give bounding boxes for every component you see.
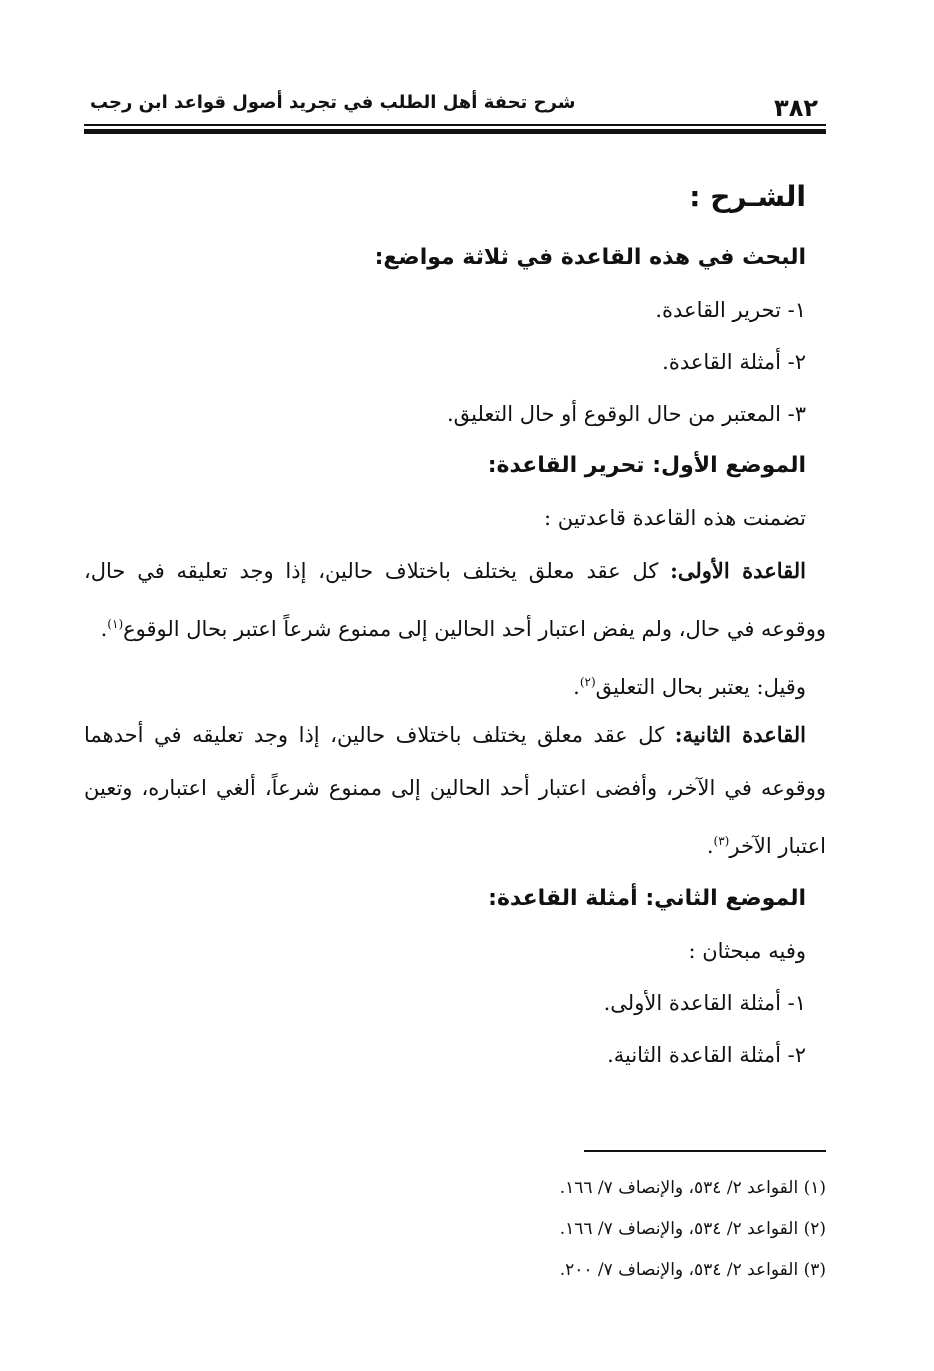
rule-two-label: القاعدة الثانية:: [674, 722, 806, 747]
rule-two-paragraph: [84, 708, 826, 873]
alt-opinion-text: وقيل: يعتبر بحال التعليق: [595, 675, 806, 699]
footnote-separator: [584, 1150, 826, 1152]
intro-heading: البحث في هذه القاعدة في ثلاثة مواضع:: [374, 245, 806, 270]
alt-opinion: [84, 656, 826, 708]
alt-opinion-end: .: [573, 675, 580, 699]
main-text: [84, 170, 826, 1081]
topic-item: ١- تحرير القاعدة.: [655, 298, 806, 322]
second-position-heading: الموضع الثاني: أمثلة القاعدة:: [488, 886, 806, 911]
rule-one-text: كل عقد معلق يختلف باختلاف حالين، إذا وجد تعليقه في حال، ووقوعه في حال، ولم يفض اعتبار أحد الحالين إلى ممنوع شرعاً اعتبر بحال الوقوع: [84, 559, 826, 641]
running-title: شرح تحفة أهل الطلب في تجريد أصول قواعد ابن رجب: [90, 92, 576, 113]
first-position-intro: تضمنت هذه القاعدة قاعدتين :: [544, 506, 806, 530]
footnotes: [84, 1168, 826, 1291]
footnote: (٢) القواعد ٢/ ٥٣٤، والإنصاف ٧/ ١٦٦.: [559, 1219, 826, 1239]
topic-item: ٣- المعتبر من حال الوقوع أو حال التعليق.: [446, 402, 806, 426]
header-rule-thin: [84, 124, 826, 126]
footnote-marker: (١): [107, 617, 124, 631]
footnote-marker: (٢): [579, 675, 596, 689]
rule-one-label: القاعدة الأولى:: [670, 558, 806, 583]
example-item: ٢- أمثلة القاعدة الثانية.: [607, 1043, 806, 1067]
footnote-marker: (٣): [713, 834, 730, 848]
rule-two-text: كل عقد معلق يختلف باختلاف حالين، إذا وجد تعليقه في أحدهما ووقوعه في الآخر، وأفضى اعتبار أحد الحالين إلى ممنوع شرعاً، ألغي اعتباره، وتعين اعتبار الآخر: [84, 723, 826, 858]
topic-item: ٢- أمثلة القاعدة.: [662, 350, 806, 374]
rule-two-end: .: [706, 834, 714, 858]
rule-one-paragraph: [84, 544, 826, 656]
footnote: (٣) القواعد ٢/ ٥٣٤، والإنصاف ٧/ ٢٠٠.: [559, 1260, 826, 1280]
footnote: (١) القواعد ٢/ ٥٣٤، والإنصاف ٧/ ١٦٦.: [559, 1178, 826, 1198]
rule-one-end: .: [100, 617, 108, 641]
second-position-intro: وفيه مبحثان :: [688, 939, 806, 963]
example-item: ١- أمثلة القاعدة الأولى.: [603, 991, 806, 1015]
section-title: الشـرح :: [689, 180, 806, 213]
header-rule-thick: [84, 129, 826, 134]
page-number: ٣٨٢: [774, 94, 818, 122]
first-position-heading: الموضع الأول: تحرير القاعدة:: [487, 453, 806, 478]
